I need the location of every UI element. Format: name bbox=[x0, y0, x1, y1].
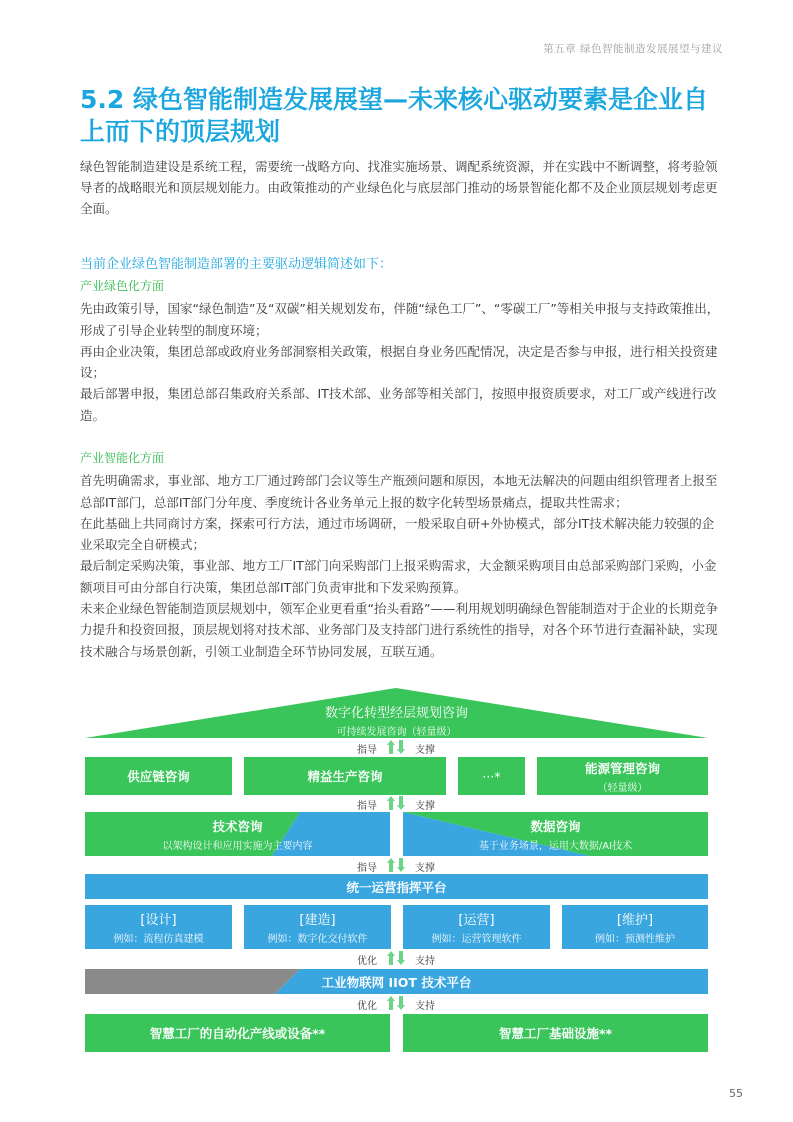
lead-heading: 当前企业绿色智能制造部署的主要驱动逻辑简述如下： bbox=[80, 257, 393, 272]
intro-paragraph: 绿色智能制造建设是系统工程，需要统一战略方向、找准实施场景、调配系统资源，并在实践中不断调整，将考验领导者的战略眼光和顶层规划能力。由政策推动的产业绿色化与底层部门推动的场景智能化都不及企业顶层规划考虑更全面。 bbox=[80, 159, 718, 216]
platform-title: 统一运营指挥平台 bbox=[346, 879, 447, 895]
arrows-icon bbox=[386, 739, 406, 755]
conn-label-left: 优化 bbox=[357, 956, 377, 967]
block-title: 精益生产咨询 bbox=[307, 769, 383, 784]
iiot-platform-bar bbox=[85, 969, 708, 994]
more-block bbox=[458, 757, 525, 795]
section-subtitle: 产业绿色化方面 bbox=[80, 279, 165, 293]
conn-label-right: 支撑 bbox=[415, 801, 435, 812]
block-title: 数据咨询 bbox=[530, 818, 581, 834]
page-title: 5.2 绿色智能制造发展展望—未来核心驱动要素是企业自上而下的顶层规划 bbox=[80, 85, 708, 146]
operate-block bbox=[403, 905, 550, 949]
chapter-header: 第五章 绿色智能制造发展展望与建议 bbox=[543, 43, 723, 55]
section-subtitle: 产业智能化方面 bbox=[80, 451, 165, 465]
block-title: ···* bbox=[482, 768, 501, 784]
arrows-icon bbox=[386, 995, 406, 1011]
build-block bbox=[244, 905, 391, 949]
block-title: [运营] bbox=[458, 913, 495, 928]
block-sub: 例如：预测性维护 bbox=[595, 934, 675, 945]
block-title: 供应链咨询 bbox=[127, 769, 190, 784]
tech-consult-block bbox=[85, 812, 390, 856]
operations-platform-bar bbox=[85, 874, 708, 899]
block-sub: 例如：流程仿真建模 bbox=[113, 934, 204, 945]
roof-sub: 可持续发展咨询（轻量级） bbox=[336, 727, 457, 738]
roof-title: 数字化转型经层规划咨询 bbox=[324, 706, 468, 721]
block-sub: 例如：数字化交付软件 bbox=[267, 934, 368, 945]
infrastructure-block bbox=[403, 1014, 708, 1052]
conn-label-right: 支撑 bbox=[415, 745, 435, 756]
energy-management-block bbox=[537, 757, 708, 795]
supply-chain-block bbox=[85, 757, 232, 795]
block-title: 智慧工厂的自动化产线或设备** bbox=[149, 1026, 326, 1041]
conn-label-right: 支撑 bbox=[415, 863, 435, 874]
block-title: 能源管理咨询 bbox=[584, 760, 660, 776]
arrows-icon bbox=[386, 857, 406, 873]
block-title: [维护] bbox=[616, 913, 654, 928]
paragraph: 首先明确需求，事业部、地方工厂通过跨部门会议等生产瓶颈问题和原因，本地无法解决的问题由组织管理者上报至总部IT部门，总部IT部门分年度、季度统计各业务单元上报的数字化转型场景痛点，提取共性需求； bbox=[80, 473, 718, 510]
arrows-icon bbox=[386, 950, 406, 966]
paragraph: 在此基础上共同商讨方案，探索可行方法，通过市场调研，一般采取自研+外协模式，部分IT技术解决能力较强的企业采取完全自研模式； bbox=[80, 515, 715, 553]
block-title: [建造] bbox=[299, 913, 336, 928]
maintain-block bbox=[562, 905, 708, 949]
conn-label-left: 优化 bbox=[357, 1001, 377, 1012]
paragraph: 再由企业决策，集团总部或政府业务部洞察相关政策，根据自身业务匹配情况，决定是否参与申报，进行相关投资建设； bbox=[80, 343, 718, 381]
automation-line-block bbox=[85, 1014, 390, 1052]
roof-block bbox=[250, 703, 543, 737]
arrows-icon bbox=[386, 795, 406, 811]
paragraph: 最后部署申报，集团总部召集政府关系部、IT技术部、业务部等相关部门，按照申报资质要求，对工厂或产线进行改造。 bbox=[80, 386, 717, 423]
conn-label-left: 指导 bbox=[357, 745, 377, 756]
design-block bbox=[85, 905, 232, 949]
paragraph: 最后制定采购决策，事业部、地方工厂IT部门向采购部门上报采购需求，大金额采购项目由总部采购部门采购，小金额项目可由分部自行决策，集团总部IT部门负责审批和下发采购预算。 bbox=[80, 558, 717, 595]
block-title: 技术咨询 bbox=[212, 818, 263, 834]
data-consult-block bbox=[403, 812, 708, 856]
block-sub: 基于业务场景，运用大数据/AI技术 bbox=[478, 840, 633, 852]
conn-label-left: 指导 bbox=[357, 801, 377, 812]
block-sub: 例如：运营管理软件 bbox=[431, 934, 522, 945]
block-sub: （轻量级） bbox=[597, 782, 648, 794]
block-title: [设计] bbox=[140, 913, 177, 928]
paragraph: 未来企业绿色智能制造顶层规划中，领军企业更看重“抬头看路”——利用规划明确绿色智能制造对于企业的长期竞争力提升和投资回报，顶层规划将对技术部、业务部门及支持部门进行系统性的指导，对各个环节进行查漏补缺，实现技术融合与场景创新，引领工业制造全环节协同发展，互联互通。 bbox=[80, 601, 718, 659]
iiot-title: 工业物联网 IIOT 技术平台 bbox=[321, 974, 472, 990]
page-number: 55 bbox=[729, 1087, 743, 1100]
paragraph: 先由政策引导，国家“绿色制造”及“双碳”相关规划发布，伴随“绿色工厂”、“零碳工厂”等相关申报与支持政策推出，形成了引导企业转型的制度环境； bbox=[80, 301, 720, 338]
lean-production-block bbox=[244, 757, 446, 795]
conn-label-right: 支持 bbox=[415, 956, 435, 967]
conn-label-left: 指导 bbox=[357, 863, 377, 874]
conn-label-right: 支持 bbox=[415, 1001, 435, 1012]
block-sub: 以架构设计和应用实施为主要内容 bbox=[162, 840, 313, 852]
block-title: 智慧工厂基础设施** bbox=[498, 1026, 613, 1041]
